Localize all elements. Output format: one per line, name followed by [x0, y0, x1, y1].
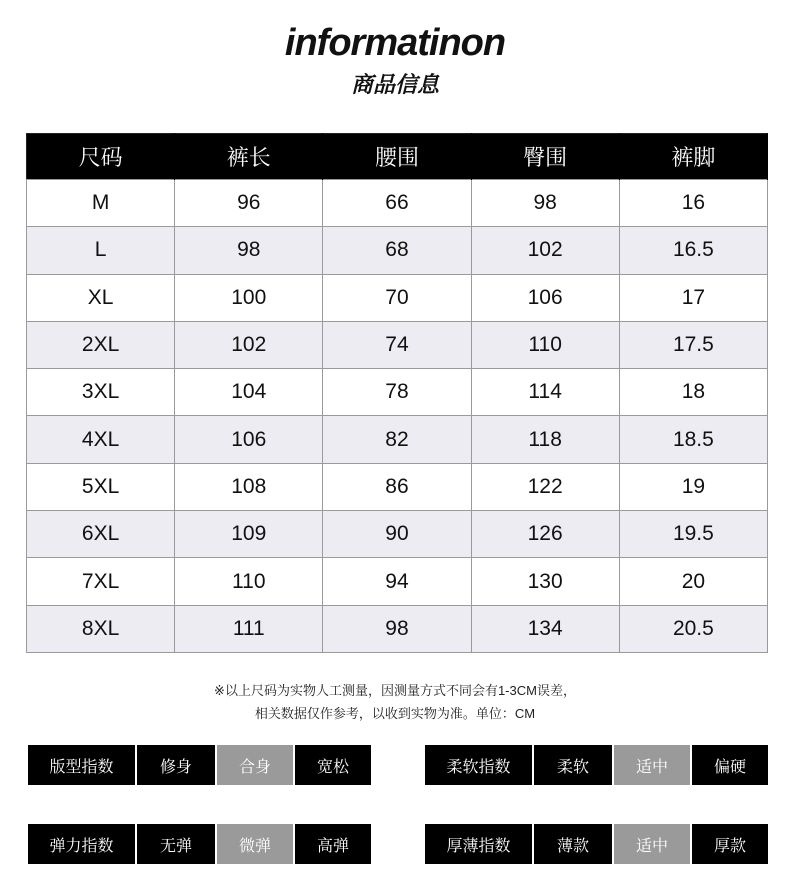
- size-cell: L: [27, 227, 175, 274]
- table-row: [27, 369, 768, 416]
- size-table: [26, 133, 768, 653]
- table-row: [27, 180, 768, 227]
- size-cell: 4XL: [27, 416, 175, 463]
- measurement-cell: 96: [175, 180, 323, 227]
- measurement-cell: 68: [323, 227, 471, 274]
- measurement-cell: 106: [175, 416, 323, 463]
- measurement-cell: 74: [323, 321, 471, 368]
- measurement-cell: 109: [175, 511, 323, 558]
- column-header: 臀围: [471, 134, 619, 180]
- page-subtitle: 商品信息: [350, 72, 439, 97]
- fit-index: [28, 745, 371, 785]
- measurement-cell: 16: [619, 180, 767, 227]
- measurement-note-unit: 相关数据仅作参考，以收到实物为准。单位：CM: [254, 706, 536, 721]
- table-row: [27, 463, 768, 510]
- index-option: 高弹: [295, 824, 371, 864]
- measurement-cell: 110: [175, 558, 323, 605]
- measurement-cell: 78: [323, 369, 471, 416]
- measurement-cell: 126: [471, 511, 619, 558]
- measurement-cell: 104: [175, 369, 323, 416]
- table-row: [27, 321, 768, 368]
- measurement-cell: 98: [471, 180, 619, 227]
- column-header: 裤脚: [619, 134, 767, 180]
- thickness-index: [425, 824, 768, 864]
- measurement-cell: 19.5: [619, 511, 767, 558]
- size-cell: XL: [27, 274, 175, 321]
- measurement-cell: 106: [471, 274, 619, 321]
- index-option-selected: 适中: [614, 824, 690, 864]
- measurement-cell: 20.5: [619, 605, 767, 652]
- index-option: 厚款: [692, 824, 768, 864]
- size-cell: 5XL: [27, 463, 175, 510]
- measurement-cell: 18.5: [619, 416, 767, 463]
- page-title: informatinon: [284, 22, 506, 64]
- measurement-cell: 20: [619, 558, 767, 605]
- table-header-row: [27, 134, 768, 180]
- size-cell: 7XL: [27, 558, 175, 605]
- index-option: 柔软: [534, 745, 612, 785]
- measurement-cell: 111: [175, 605, 323, 652]
- measurement-cell: 108: [175, 463, 323, 510]
- measurement-cell: 102: [175, 321, 323, 368]
- measurement-cell: 16.5: [619, 227, 767, 274]
- size-cell: 2XL: [27, 321, 175, 368]
- index-option-selected: 适中: [614, 745, 690, 785]
- measurement-cell: 114: [471, 369, 619, 416]
- measurement-cell: 122: [471, 463, 619, 510]
- measurement-cell: 94: [323, 558, 471, 605]
- size-cell: M: [27, 180, 175, 227]
- measurement-cell: 100: [175, 274, 323, 321]
- index-label: 柔软指数: [425, 745, 532, 785]
- size-cell: 6XL: [27, 511, 175, 558]
- measurement-cell: 17: [619, 274, 767, 321]
- index-option-selected: 合身: [217, 745, 293, 785]
- measurement-cell: 98: [323, 605, 471, 652]
- table-row: [27, 605, 768, 652]
- measurement-cell: 66: [323, 180, 471, 227]
- index-option: 宽松: [295, 745, 371, 785]
- index-label: 版型指数: [28, 745, 135, 785]
- measurement-cell: 86: [323, 463, 471, 510]
- measurement-cell: 19: [619, 463, 767, 510]
- table-row: [27, 511, 768, 558]
- measurement-cell: 118: [471, 416, 619, 463]
- column-header: 腰围: [323, 134, 471, 180]
- measurement-note: ※以上尺码为实物人工测量，因测量方式不同会有1-3CM误差，: [214, 683, 576, 698]
- index-option: 无弹: [137, 824, 215, 864]
- measurement-cell: 130: [471, 558, 619, 605]
- index-option: 偏硬: [692, 745, 768, 785]
- index-option: 薄款: [534, 824, 612, 864]
- index-option: 修身: [137, 745, 215, 785]
- measurement-cell: 102: [471, 227, 619, 274]
- measurement-cell: 98: [175, 227, 323, 274]
- measurement-cell: 82: [323, 416, 471, 463]
- measurement-cell: 17.5: [619, 321, 767, 368]
- measurement-cell: 90: [323, 511, 471, 558]
- index-label: 弹力指数: [28, 824, 135, 864]
- table-row: [27, 274, 768, 321]
- index-option-selected: 微弹: [217, 824, 293, 864]
- elasticity-index: [28, 824, 371, 864]
- table-row: [27, 558, 768, 605]
- measurement-cell: 70: [323, 274, 471, 321]
- size-cell: 3XL: [27, 369, 175, 416]
- index-label: 厚薄指数: [425, 824, 532, 864]
- measurement-cell: 18: [619, 369, 767, 416]
- softness-index: [425, 745, 768, 785]
- size-cell: 8XL: [27, 605, 175, 652]
- measurement-cell: 110: [471, 321, 619, 368]
- column-header: 裤长: [175, 134, 323, 180]
- measurement-cell: 134: [471, 605, 619, 652]
- table-row: [27, 416, 768, 463]
- table-row: [27, 227, 768, 274]
- column-header: 尺码: [27, 134, 175, 180]
